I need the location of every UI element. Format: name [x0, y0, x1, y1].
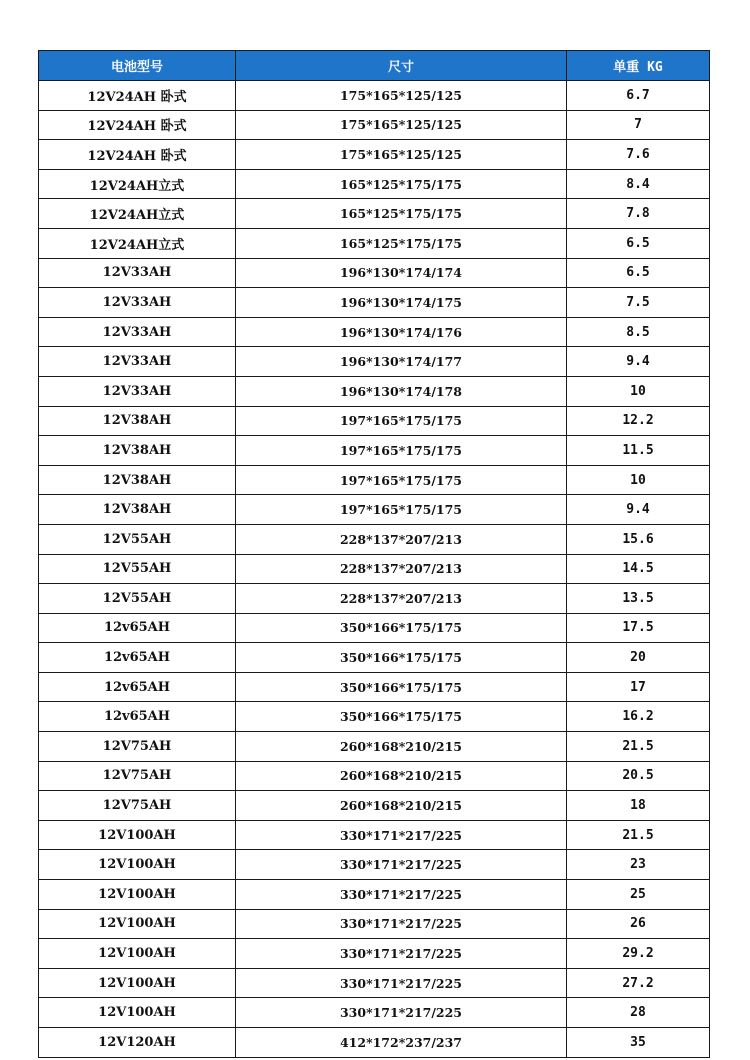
cell-dimensions: 412*172*237/237: [236, 1028, 567, 1058]
cell-unit-weight: 10: [567, 465, 710, 495]
table-row: [39, 81, 710, 111]
cell-battery-model: 12V33AH: [39, 317, 236, 347]
cell-battery-model: 12v65AH: [39, 613, 236, 643]
cell-dimensions: 330*171*217/225: [236, 850, 567, 880]
cell-unit-weight: 7: [567, 110, 710, 140]
cell-battery-model: 12V100AH: [39, 850, 236, 880]
cell-dimensions: 330*171*217/225: [236, 880, 567, 910]
cell-unit-weight: 7.5: [567, 288, 710, 318]
cell-unit-weight: 18: [567, 791, 710, 821]
cell-dimensions: 228*137*207/213: [236, 554, 567, 584]
cell-dimensions: 165*125*175/175: [236, 228, 567, 258]
cell-battery-model: 12V24AH 卧式: [39, 110, 236, 140]
cell-battery-model: 12V38AH: [39, 436, 236, 466]
cell-unit-weight: 6.7: [567, 81, 710, 111]
cell-battery-model: 12V55AH: [39, 584, 236, 614]
table-row: [39, 702, 710, 732]
cell-battery-model: 12V33AH: [39, 258, 236, 288]
cell-dimensions: 197*165*175/175: [236, 406, 567, 436]
cell-unit-weight: 26: [567, 909, 710, 939]
cell-unit-weight: 21.5: [567, 820, 710, 850]
cell-battery-model: 12V33AH: [39, 288, 236, 318]
cell-dimensions: 196*130*174/175: [236, 288, 567, 318]
cell-battery-model: 12V24AH 卧式: [39, 140, 236, 170]
cell-unit-weight: 11.5: [567, 436, 710, 466]
cell-unit-weight: 16.2: [567, 702, 710, 732]
table-row: [39, 288, 710, 318]
cell-unit-weight: 13.5: [567, 584, 710, 614]
table-row: [39, 317, 710, 347]
table-row: [39, 436, 710, 466]
cell-dimensions: 350*166*175/175: [236, 702, 567, 732]
cell-battery-model: 12V75AH: [39, 791, 236, 821]
cell-dimensions: 350*166*175/175: [236, 672, 567, 702]
cell-unit-weight: 20.5: [567, 761, 710, 791]
cell-dimensions: 196*130*174/174: [236, 258, 567, 288]
cell-unit-weight: 17.5: [567, 613, 710, 643]
cell-battery-model: 12V55AH: [39, 524, 236, 554]
cell-unit-weight: 6.5: [567, 228, 710, 258]
cell-unit-weight: 7.8: [567, 199, 710, 229]
table-row: [39, 258, 710, 288]
table-row: [39, 880, 710, 910]
cell-battery-model: 12V24AH立式: [39, 169, 236, 199]
table-row: [39, 376, 710, 406]
cell-dimensions: 330*171*217/225: [236, 968, 567, 998]
cell-battery-model: 12V24AH 卧式: [39, 81, 236, 111]
cell-battery-model: 12V100AH: [39, 909, 236, 939]
cell-dimensions: 196*130*174/176: [236, 317, 567, 347]
header-unit-weight: 单重 KG: [567, 51, 710, 81]
cell-dimensions: 196*130*174/177: [236, 347, 567, 377]
cell-dimensions: 260*168*210/215: [236, 791, 567, 821]
cell-battery-model: 12v65AH: [39, 643, 236, 673]
cell-unit-weight: 8.4: [567, 169, 710, 199]
table-row: [39, 495, 710, 525]
cell-unit-weight: 28: [567, 998, 710, 1028]
table-row: [39, 939, 710, 969]
cell-dimensions: 260*168*210/215: [236, 732, 567, 762]
cell-dimensions: 350*166*175/175: [236, 643, 567, 673]
cell-battery-model: 12V55AH: [39, 554, 236, 584]
cell-battery-model: 12V24AH立式: [39, 228, 236, 258]
cell-battery-model: 12V100AH: [39, 820, 236, 850]
header-battery-model: 电池型号: [39, 51, 236, 81]
table-row: [39, 613, 710, 643]
cell-battery-model: 12V33AH: [39, 376, 236, 406]
cell-unit-weight: 9.4: [567, 347, 710, 377]
table-row: [39, 584, 710, 614]
cell-battery-model: 12v65AH: [39, 702, 236, 732]
cell-unit-weight: 14.5: [567, 554, 710, 584]
cell-battery-model: 12V38AH: [39, 406, 236, 436]
table-row: [39, 169, 710, 199]
table-body: [39, 81, 710, 1058]
cell-battery-model: 12V100AH: [39, 880, 236, 910]
cell-dimensions: 228*137*207/213: [236, 524, 567, 554]
header-dimensions: 尺寸: [236, 51, 567, 81]
header-row: [39, 51, 710, 81]
cell-battery-model: 12V38AH: [39, 465, 236, 495]
cell-dimensions: 350*166*175/175: [236, 613, 567, 643]
cell-battery-model: 12v65AH: [39, 672, 236, 702]
cell-unit-weight: 23: [567, 850, 710, 880]
cell-battery-model: 12V120AH: [39, 1028, 236, 1058]
table-row: [39, 465, 710, 495]
cell-battery-model: 12V24AH立式: [39, 199, 236, 229]
table-row: [39, 347, 710, 377]
cell-battery-model: 12V33AH: [39, 347, 236, 377]
cell-unit-weight: 6.5: [567, 258, 710, 288]
cell-dimensions: 330*171*217/225: [236, 909, 567, 939]
table-row: [39, 761, 710, 791]
cell-unit-weight: 27.2: [567, 968, 710, 998]
cell-unit-weight: 7.6: [567, 140, 710, 170]
cell-unit-weight: 15.6: [567, 524, 710, 554]
cell-dimensions: 175*165*125/125: [236, 140, 567, 170]
cell-dimensions: 165*125*175/175: [236, 199, 567, 229]
table-row: [39, 672, 710, 702]
cell-unit-weight: 9.4: [567, 495, 710, 525]
cell-unit-weight: 35: [567, 1028, 710, 1058]
table-row: [39, 850, 710, 880]
cell-dimensions: 330*171*217/225: [236, 998, 567, 1028]
table-row: [39, 909, 710, 939]
table-row: [39, 554, 710, 584]
cell-battery-model: 12V38AH: [39, 495, 236, 525]
cell-unit-weight: 17: [567, 672, 710, 702]
table-row: [39, 1028, 710, 1058]
table-row: [39, 820, 710, 850]
table-row: [39, 732, 710, 762]
cell-unit-weight: 21.5: [567, 732, 710, 762]
cell-battery-model: 12V100AH: [39, 968, 236, 998]
cell-unit-weight: 10: [567, 376, 710, 406]
cell-dimensions: 330*171*217/225: [236, 820, 567, 850]
table-row: [39, 140, 710, 170]
cell-dimensions: 260*168*210/215: [236, 761, 567, 791]
cell-battery-model: 12V75AH: [39, 761, 236, 791]
cell-dimensions: 165*125*175/175: [236, 169, 567, 199]
table-row: [39, 791, 710, 821]
cell-dimensions: 330*171*217/225: [236, 939, 567, 969]
table-row: [39, 228, 710, 258]
cell-dimensions: 197*165*175/175: [236, 495, 567, 525]
cell-battery-model: 12V100AH: [39, 939, 236, 969]
cell-dimensions: 197*165*175/175: [236, 436, 567, 466]
battery-spec-table: [38, 50, 710, 1058]
cell-dimensions: 197*165*175/175: [236, 465, 567, 495]
cell-unit-weight: 25: [567, 880, 710, 910]
table-row: [39, 643, 710, 673]
cell-unit-weight: 8.5: [567, 317, 710, 347]
cell-dimensions: 196*130*174/178: [236, 376, 567, 406]
table-row: [39, 998, 710, 1028]
cell-dimensions: 228*137*207/213: [236, 584, 567, 614]
table-row: [39, 524, 710, 554]
cell-unit-weight: 20: [567, 643, 710, 673]
cell-dimensions: 175*165*125/125: [236, 81, 567, 111]
cell-battery-model: 12V75AH: [39, 732, 236, 762]
cell-unit-weight: 12.2: [567, 406, 710, 436]
table-row: [39, 406, 710, 436]
table-row: [39, 199, 710, 229]
cell-dimensions: 175*165*125/125: [236, 110, 567, 140]
table-row: [39, 968, 710, 998]
cell-unit-weight: 29.2: [567, 939, 710, 969]
cell-battery-model: 12V100AH: [39, 998, 236, 1028]
table-row: [39, 110, 710, 140]
